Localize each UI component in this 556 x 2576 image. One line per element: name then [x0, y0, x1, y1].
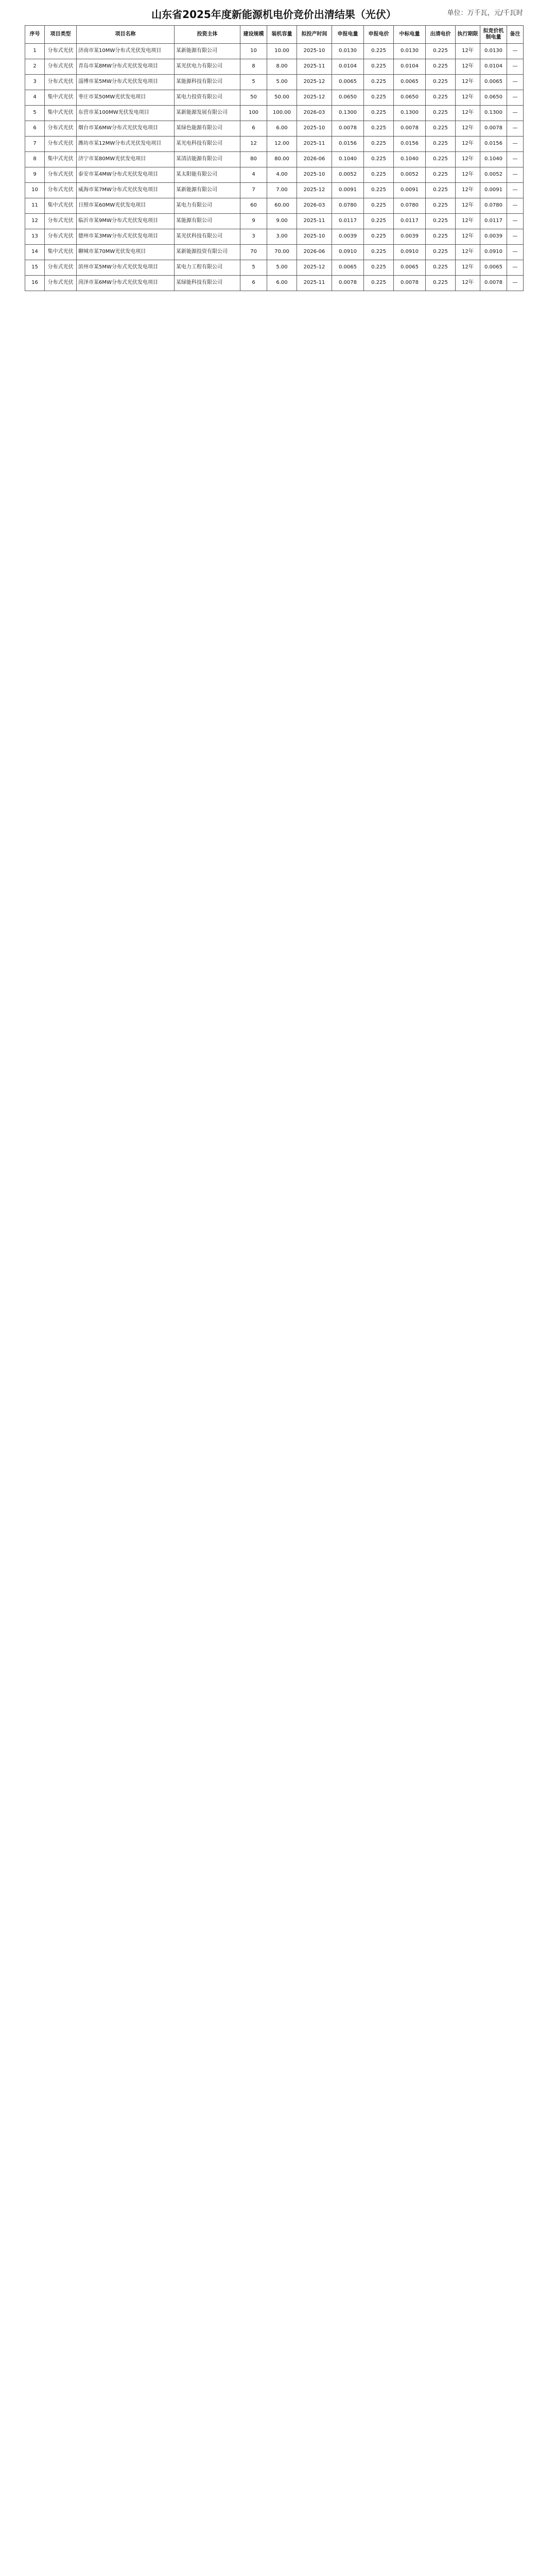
table-cell: 分布式光伏: [45, 167, 77, 183]
table-cell: 12年: [456, 106, 480, 121]
table-cell: 0.225: [364, 183, 394, 198]
table-row: [25, 276, 524, 291]
table-cell: 0.225: [426, 44, 456, 59]
table-cell: 3.00: [267, 229, 297, 245]
table-cell: 聊城市某70MW光伏发电项目: [77, 245, 175, 260]
table-cell: 某新能源投资有限公司: [175, 245, 240, 260]
table-cell: 集中式光伏: [45, 106, 77, 121]
table-cell: 2025-11: [297, 59, 332, 75]
table-cell: —: [507, 229, 524, 245]
table-cell: 滨州市某5MW分布式光伏发电项目: [77, 260, 175, 276]
table-cell: 3: [25, 75, 45, 90]
table-cell: 6: [240, 121, 267, 137]
table-cell: 0.0780: [332, 198, 364, 214]
table-cell: 8: [25, 152, 45, 167]
table-cell: 0.0078: [332, 276, 364, 291]
table-cell: 烟台市某6MW分布式光伏发电项目: [77, 121, 175, 137]
table-cell: 9.00: [267, 214, 297, 229]
table-cell: 3: [240, 229, 267, 245]
column-header: 投资主体: [175, 26, 240, 44]
table-row: [25, 214, 524, 229]
table-cell: 6: [240, 276, 267, 291]
table-cell: 10.00: [267, 44, 297, 59]
table-cell: —: [507, 90, 524, 106]
table-cell: 0.0052: [480, 167, 507, 183]
table-cell: 某太阳能有限公司: [175, 167, 240, 183]
table-cell: —: [507, 214, 524, 229]
table-cell: 分布式光伏: [45, 183, 77, 198]
table-cell: 2025-10: [297, 167, 332, 183]
table-cell: 0.0156: [332, 137, 364, 152]
column-header: 执行期限: [456, 26, 480, 44]
table-cell: 70: [240, 245, 267, 260]
results-table: [25, 25, 524, 291]
table-cell: 0.0039: [332, 229, 364, 245]
table-cell: 分布式光伏: [45, 59, 77, 75]
table-cell: 某绿能科技有限公司: [175, 276, 240, 291]
table-cell: 0.0130: [332, 44, 364, 59]
table-cell: 0.225: [426, 214, 456, 229]
table-cell: 某光伏科技有限公司: [175, 229, 240, 245]
table-cell: 16: [25, 276, 45, 291]
table-cell: 100.00: [267, 106, 297, 121]
table-header-row: [25, 26, 524, 44]
table-cell: 0.225: [364, 229, 394, 245]
table-cell: 0.0156: [480, 137, 507, 152]
table-cell: 0.0117: [332, 214, 364, 229]
table-cell: 0.225: [364, 167, 394, 183]
column-header: 拟竞价机制电量: [480, 26, 507, 44]
table-cell: 0.225: [426, 75, 456, 90]
table-cell: 分布式光伏: [45, 121, 77, 137]
column-header: 序号: [25, 26, 45, 44]
table-cell: 10: [240, 44, 267, 59]
table-cell: —: [507, 260, 524, 276]
table-cell: 0.0078: [480, 276, 507, 291]
table-cell: 0.0910: [480, 245, 507, 260]
column-header: 项目类型: [45, 26, 77, 44]
column-header: 建设规模: [240, 26, 267, 44]
table-cell: 0.0078: [394, 121, 426, 137]
table-cell: 0.0091: [480, 183, 507, 198]
table-cell: —: [507, 44, 524, 59]
table-cell: 集中式光伏: [45, 198, 77, 214]
table-cell: 0.225: [364, 75, 394, 90]
table-cell: 12年: [456, 214, 480, 229]
table-row: [25, 167, 524, 183]
table-cell: 0.225: [364, 245, 394, 260]
table-cell: 某新能源发展有限公司: [175, 106, 240, 121]
table-row: [25, 260, 524, 276]
table-cell: 12年: [456, 260, 480, 276]
table-cell: 0.1300: [480, 106, 507, 121]
column-header: 拟投产时间: [297, 26, 332, 44]
table-cell: 2025-12: [297, 183, 332, 198]
table-cell: —: [507, 276, 524, 291]
table-cell: 2025-10: [297, 121, 332, 137]
table-cell: 2025-11: [297, 137, 332, 152]
column-header: 申报电价: [364, 26, 394, 44]
table-cell: 0.225: [364, 214, 394, 229]
table-cell: 4: [240, 167, 267, 183]
table-cell: 2025-12: [297, 90, 332, 106]
table-cell: 0.225: [426, 229, 456, 245]
table-row: [25, 229, 524, 245]
table-cell: 9: [240, 214, 267, 229]
table-cell: 某电力工程有限公司: [175, 260, 240, 276]
table-row: [25, 44, 524, 59]
table-cell: 5: [240, 75, 267, 90]
table-cell: 2025-12: [297, 260, 332, 276]
table-cell: 0.225: [364, 106, 394, 121]
table-cell: 5: [25, 106, 45, 121]
table-cell: 12: [25, 214, 45, 229]
table-cell: 2026-06: [297, 245, 332, 260]
table-cell: 0.225: [364, 152, 394, 167]
table-cell: 威海市某7MW分布式光伏发电项目: [77, 183, 175, 198]
table-cell: 0.225: [426, 90, 456, 106]
table-cell: 某新能源有限公司: [175, 44, 240, 59]
table-cell: 分布式光伏: [45, 260, 77, 276]
table-cell: 70.00: [267, 245, 297, 260]
table-cell: 12年: [456, 198, 480, 214]
table-cell: 泰安市某4MW分布式光伏发电项目: [77, 167, 175, 183]
column-header: 备注: [507, 26, 524, 44]
table-cell: 0.0117: [480, 214, 507, 229]
table-cell: 80.00: [267, 152, 297, 167]
table-cell: —: [507, 59, 524, 75]
table-cell: 0.225: [364, 276, 394, 291]
table-cell: 东营市某100MW光伏发电项目: [77, 106, 175, 121]
table-cell: 8.00: [267, 59, 297, 75]
column-header: 申报电量: [332, 26, 364, 44]
table-cell: —: [507, 183, 524, 198]
table-cell: 0.0039: [480, 229, 507, 245]
table-cell: 0.0065: [394, 75, 426, 90]
table-cell: 50.00: [267, 90, 297, 106]
table-cell: 2026-03: [297, 106, 332, 121]
table-cell: 12年: [456, 75, 480, 90]
table-row: [25, 137, 524, 152]
table-cell: 12年: [456, 59, 480, 75]
table-row: [25, 245, 524, 260]
table-cell: 某清洁能源有限公司: [175, 152, 240, 167]
table-cell: 0.0052: [394, 167, 426, 183]
table-cell: 0.225: [364, 137, 394, 152]
table-cell: 0.0091: [332, 183, 364, 198]
table-cell: 0.225: [426, 121, 456, 137]
table-cell: 50: [240, 90, 267, 106]
table-cell: 8: [240, 59, 267, 75]
table-cell: 0.225: [364, 198, 394, 214]
table-cell: 5: [240, 260, 267, 276]
table-cell: 德州市某3MW分布式光伏发电项目: [77, 229, 175, 245]
table-cell: 13: [25, 229, 45, 245]
table-cell: 0.0650: [332, 90, 364, 106]
table-cell: 某电力有限公司: [175, 198, 240, 214]
table-cell: 1: [25, 44, 45, 59]
table-cell: 0.0091: [394, 183, 426, 198]
column-header: 项目名称: [77, 26, 175, 44]
table-cell: —: [507, 137, 524, 152]
table-cell: 12年: [456, 229, 480, 245]
table-cell: —: [507, 198, 524, 214]
table-cell: —: [507, 167, 524, 183]
table-cell: 分布式光伏: [45, 214, 77, 229]
table-cell: 0.1040: [394, 152, 426, 167]
table-cell: 12年: [456, 276, 480, 291]
table-cell: 0.0052: [332, 167, 364, 183]
table-cell: 5.00: [267, 260, 297, 276]
table-cell: 0.0156: [394, 137, 426, 152]
table-cell: 100: [240, 106, 267, 121]
table-cell: 0.225: [426, 183, 456, 198]
table-row: [25, 183, 524, 198]
table-cell: 12年: [456, 245, 480, 260]
table-row: [25, 152, 524, 167]
table-cell: 0.225: [364, 44, 394, 59]
table-cell: 0.0078: [394, 276, 426, 291]
table-row: [25, 75, 524, 90]
table-cell: 0.0104: [480, 59, 507, 75]
table-cell: 12年: [456, 167, 480, 183]
table-cell: 6.00: [267, 276, 297, 291]
table-row: [25, 121, 524, 137]
table-cell: 0.225: [426, 245, 456, 260]
table-cell: 淄博市某5MW分布式光伏发电项目: [77, 75, 175, 90]
table-cell: 2026-06: [297, 152, 332, 167]
unit-note: 单位：万千瓦，元/千瓦时: [447, 9, 523, 17]
table-cell: 0.0910: [332, 245, 364, 260]
table-cell: —: [507, 106, 524, 121]
table-cell: 潍坊市某12MW分布式光伏发电项目: [77, 137, 175, 152]
table-cell: 0.225: [364, 90, 394, 106]
table-cell: 6.00: [267, 121, 297, 137]
table-cell: 某能源科技有限公司: [175, 75, 240, 90]
table-cell: 0.0065: [394, 260, 426, 276]
table-cell: 0.0078: [332, 121, 364, 137]
table-row: [25, 59, 524, 75]
table-cell: 0.225: [364, 121, 394, 137]
table-row: [25, 90, 524, 106]
table-cell: 0.1040: [332, 152, 364, 167]
table-cell: 10: [25, 183, 45, 198]
table-body: [25, 44, 524, 291]
document-page: [25, 0, 523, 291]
table-cell: 济南市某10MW分布式光伏发电项目: [77, 44, 175, 59]
table-cell: 分布式光伏: [45, 276, 77, 291]
table-cell: 12年: [456, 152, 480, 167]
table-cell: 2025-12: [297, 75, 332, 90]
table-cell: 0.1300: [394, 106, 426, 121]
table-cell: 0.0650: [480, 90, 507, 106]
table-cell: 分布式光伏: [45, 229, 77, 245]
table-cell: 日照市某60MW光伏发电项目: [77, 198, 175, 214]
table-cell: 11: [25, 198, 45, 214]
table-cell: 2025-11: [297, 276, 332, 291]
table-cell: 某光伏电力有限公司: [175, 59, 240, 75]
table-cell: 青岛市某8MW分布式光伏发电项目: [77, 59, 175, 75]
table-cell: —: [507, 121, 524, 137]
table-cell: 7.00: [267, 183, 297, 198]
table-cell: 0.0910: [394, 245, 426, 260]
table-cell: 9: [25, 167, 45, 183]
table-cell: 0.0130: [480, 44, 507, 59]
column-header: 装机容量: [267, 26, 297, 44]
table-cell: 12年: [456, 183, 480, 198]
table-cell: —: [507, 245, 524, 260]
table-cell: 0.225: [364, 59, 394, 75]
table-row: [25, 106, 524, 121]
table-cell: 12年: [456, 44, 480, 59]
table-cell: 0.0650: [394, 90, 426, 106]
table-cell: 15: [25, 260, 45, 276]
table-row: [25, 198, 524, 214]
table-cell: 0.0065: [480, 260, 507, 276]
table-cell: 0.225: [364, 260, 394, 276]
table-cell: 2025-11: [297, 214, 332, 229]
table-cell: —: [507, 152, 524, 167]
table-cell: 4.00: [267, 167, 297, 183]
table-cell: 12.00: [267, 137, 297, 152]
table-cell: 0.225: [426, 276, 456, 291]
table-cell: 60: [240, 198, 267, 214]
table-cell: 2026-03: [297, 198, 332, 214]
table-cell: 某能源有限公司: [175, 214, 240, 229]
table-cell: 0.0065: [480, 75, 507, 90]
table-cell: 60.00: [267, 198, 297, 214]
table-cell: 0.225: [426, 59, 456, 75]
table-cell: 12年: [456, 90, 480, 106]
table-cell: 分布式光伏: [45, 75, 77, 90]
table-cell: 2025-10: [297, 44, 332, 59]
table-cell: 0.0130: [394, 44, 426, 59]
table-cell: 7: [25, 137, 45, 152]
table-cell: 0.225: [426, 260, 456, 276]
table-cell: 0.225: [426, 167, 456, 183]
table-cell: 分布式光伏: [45, 137, 77, 152]
table-cell: 0.225: [426, 137, 456, 152]
table-cell: 分布式光伏: [45, 44, 77, 59]
table-cell: 5.00: [267, 75, 297, 90]
table-cell: 某绿色能源有限公司: [175, 121, 240, 137]
table-cell: 0.225: [426, 198, 456, 214]
table-cell: 12年: [456, 121, 480, 137]
table-cell: —: [507, 75, 524, 90]
table-cell: 0.225: [426, 152, 456, 167]
table-cell: 12: [240, 137, 267, 152]
table-cell: 0.0117: [394, 214, 426, 229]
table-cell: 0.1300: [332, 106, 364, 121]
table-cell: 0.0078: [480, 121, 507, 137]
table-cell: 0.0780: [480, 198, 507, 214]
table-cell: 6: [25, 121, 45, 137]
table-cell: 济宁市某80MW光伏发电项目: [77, 152, 175, 167]
table-cell: 枣庄市某50MW光伏发电项目: [77, 90, 175, 106]
table-cell: 某电力投资有限公司: [175, 90, 240, 106]
table-cell: 0.0104: [332, 59, 364, 75]
table-cell: 集中式光伏: [45, 152, 77, 167]
table-cell: 0.0780: [394, 198, 426, 214]
table-cell: 2: [25, 59, 45, 75]
table-cell: 集中式光伏: [45, 90, 77, 106]
table-cell: 80: [240, 152, 267, 167]
table-cell: 12年: [456, 137, 480, 152]
table-cell: 0.1040: [480, 152, 507, 167]
column-header: 中标电量: [394, 26, 426, 44]
table-cell: 2025-10: [297, 229, 332, 245]
table-cell: 集中式光伏: [45, 245, 77, 260]
table-cell: 0.0065: [332, 260, 364, 276]
table-cell: 0.225: [426, 106, 456, 121]
table-cell: 某新能源有限公司: [175, 183, 240, 198]
table-cell: 14: [25, 245, 45, 260]
document-title: 山东省2025年度新能源机电价竞价出清结果（光伏）: [151, 8, 396, 21]
table-cell: 4: [25, 90, 45, 106]
table-cell: 0.0039: [394, 229, 426, 245]
table-cell: 某光电科技有限公司: [175, 137, 240, 152]
table-cell: 临沂市某9MW分布式光伏发电项目: [77, 214, 175, 229]
table-cell: 菏泽市某6MW分布式光伏发电项目: [77, 276, 175, 291]
table-cell: 0.0104: [394, 59, 426, 75]
table-cell: 7: [240, 183, 267, 198]
column-header: 出清电价: [426, 26, 456, 44]
table-cell: 0.0065: [332, 75, 364, 90]
